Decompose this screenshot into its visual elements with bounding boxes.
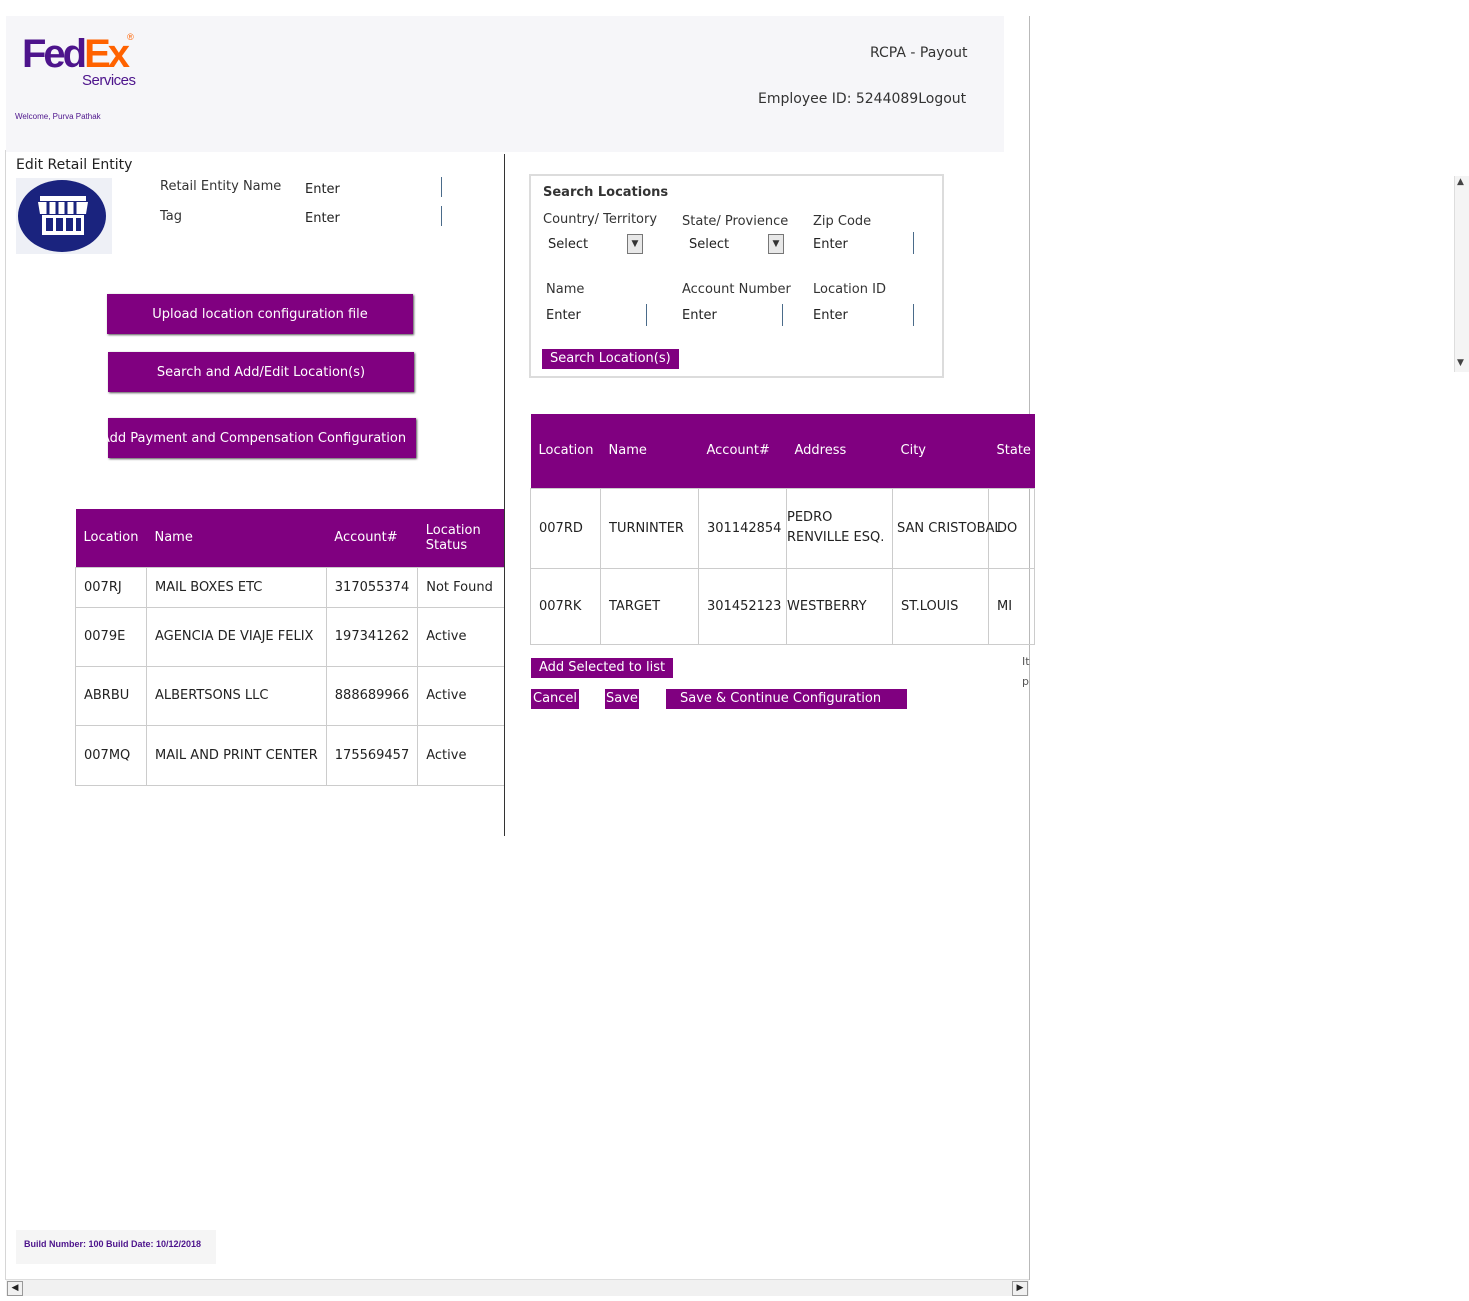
cell-location: 007RD bbox=[531, 488, 601, 568]
cell-name: AGENCIA DE VIAJE FELIX bbox=[146, 607, 326, 666]
cell-name: MAIL AND PRINT CENTER bbox=[146, 725, 326, 785]
cell-account: 317055374 bbox=[326, 567, 417, 607]
window-left-edge bbox=[5, 150, 6, 1280]
zip-input[interactable]: Enter bbox=[813, 237, 848, 252]
clipped-text-line2: p bbox=[1022, 675, 1029, 688]
col-location-status: Location Status bbox=[418, 509, 505, 567]
account-number-label: Account Number bbox=[682, 282, 791, 297]
cell-name: TARGET bbox=[601, 568, 699, 644]
cell-location: ABRBU bbox=[76, 666, 147, 725]
cell-state: DO bbox=[989, 488, 1035, 568]
add-payment-config-button[interactable] bbox=[101, 418, 416, 458]
tag-input-edge bbox=[441, 206, 442, 226]
logo-ex: Ex bbox=[84, 32, 128, 76]
cell-address: PEDRO RENVILLE ESQ. bbox=[787, 488, 893, 568]
clipped-text-line1: It bbox=[1022, 655, 1030, 668]
table-row[interactable] bbox=[76, 567, 505, 607]
search-locations-button[interactable]: Search Location(s) bbox=[542, 349, 679, 369]
table-row[interactable] bbox=[76, 666, 505, 725]
panel-divider bbox=[504, 154, 505, 836]
zip-label: Zip Code bbox=[813, 214, 872, 229]
clipped-side-text bbox=[1022, 652, 1030, 692]
search-add-edit-locations-button[interactable]: Search and Add/Edit Location(s) bbox=[108, 352, 414, 392]
account-number-input[interactable]: Enter bbox=[682, 308, 717, 323]
store-icon bbox=[16, 178, 112, 254]
tag-input[interactable]: Enter bbox=[305, 211, 340, 226]
country-chevron-down-icon[interactable]: ▼ bbox=[627, 234, 643, 254]
cell-status: Active bbox=[418, 725, 505, 785]
name-input[interactable]: Enter bbox=[546, 308, 581, 323]
cell-account: 175569457 bbox=[326, 725, 417, 785]
search-results-table bbox=[530, 414, 1035, 645]
col-account: Account# bbox=[699, 414, 787, 488]
cell-location: 007RK bbox=[531, 568, 601, 644]
results-table-header bbox=[531, 414, 1035, 488]
name-input-edge bbox=[441, 177, 442, 197]
name-input-edge bbox=[646, 304, 647, 326]
save-button[interactable]: Save bbox=[605, 689, 639, 709]
col-name: Name bbox=[146, 509, 326, 567]
cell-name: TURNINTER bbox=[601, 488, 699, 568]
cell-account: 301452123 bbox=[699, 568, 787, 644]
add-selected-button[interactable]: Add Selected to list bbox=[531, 658, 673, 678]
page-header bbox=[6, 16, 1004, 152]
cell-name: ALBERTSONS LLC bbox=[146, 666, 326, 725]
employee-id: Employee ID: 5244089 bbox=[758, 91, 919, 107]
cell-account: 197341262 bbox=[326, 607, 417, 666]
location-id-label: Location ID bbox=[813, 282, 886, 297]
page-title: Edit Retail Entity bbox=[16, 157, 133, 173]
horizontal-scrollbar[interactable] bbox=[6, 1279, 1029, 1296]
cell-location: 007MQ bbox=[76, 725, 147, 785]
cell-status: Active bbox=[418, 666, 505, 725]
locations-table bbox=[75, 509, 505, 786]
window-right-edge bbox=[1029, 16, 1030, 1280]
table-row[interactable] bbox=[76, 725, 505, 785]
search-panel-scrollbar[interactable] bbox=[1454, 176, 1469, 372]
col-state: State bbox=[989, 414, 1035, 488]
location-id-input[interactable]: Enter bbox=[813, 308, 848, 323]
cell-status: Active bbox=[418, 607, 505, 666]
cell-city: SAN CRISTOBAL bbox=[893, 488, 989, 568]
zip-input-edge bbox=[913, 232, 914, 254]
col-location: Location bbox=[76, 509, 147, 567]
welcome-text: Welcome, Purva Pathak bbox=[15, 112, 101, 121]
logo-fed: Fed bbox=[22, 32, 85, 76]
tag-label: Tag bbox=[160, 209, 183, 224]
scroll-up-icon[interactable]: ▲ bbox=[1457, 177, 1464, 187]
col-address: Address bbox=[787, 414, 893, 488]
col-account: Account# bbox=[326, 509, 417, 567]
col-city: City bbox=[893, 414, 989, 488]
state-select[interactable]: Select bbox=[689, 237, 730, 252]
cell-city: ST.LOUIS bbox=[893, 568, 989, 644]
country-label: Country/ Territory bbox=[543, 212, 658, 227]
scroll-left-icon[interactable]: ◀ bbox=[7, 1281, 23, 1296]
search-locations-title: Search Locations bbox=[543, 185, 669, 200]
locations-table-header bbox=[76, 509, 505, 567]
name-label: Name bbox=[546, 282, 585, 297]
country-select[interactable]: Select bbox=[548, 237, 589, 252]
save-continue-button[interactable]: Save & Continue Configuration bbox=[666, 689, 907, 709]
state-chevron-down-icon[interactable]: ▼ bbox=[768, 234, 784, 254]
fedex-services-logo bbox=[22, 32, 136, 89]
cell-status: Not Found bbox=[418, 567, 505, 607]
cell-address: WESTBERRY bbox=[787, 568, 893, 644]
cell-state: MI bbox=[989, 568, 1035, 644]
scroll-right-icon[interactable]: ▶ bbox=[1012, 1281, 1028, 1296]
logo-services: Services bbox=[82, 72, 136, 89]
retail-entity-name-label: Retail Entity Name bbox=[160, 179, 282, 194]
upload-config-button[interactable]: Upload location configuration file bbox=[107, 294, 413, 334]
logo-registered: ® bbox=[127, 32, 134, 42]
table-row[interactable] bbox=[76, 607, 505, 666]
col-name: Name bbox=[601, 414, 699, 488]
search-locations-panel bbox=[529, 174, 1464, 378]
cancel-button[interactable]: Cancel bbox=[531, 689, 579, 709]
table-row[interactable] bbox=[531, 488, 1035, 568]
retail-entity-name-input[interactable]: Enter bbox=[305, 182, 340, 197]
build-info: Build Number: 100 Build Date: 10/12/2018 bbox=[16, 1230, 216, 1264]
app-title: RCPA - Payout bbox=[870, 45, 968, 61]
cell-account: 301142854 bbox=[699, 488, 787, 568]
cell-account: 888689966 bbox=[326, 666, 417, 725]
employee-info bbox=[758, 91, 966, 107]
location-id-input-edge bbox=[913, 304, 914, 326]
scroll-down-icon[interactable]: ▼ bbox=[1457, 358, 1464, 368]
state-label: State/ Provience bbox=[682, 214, 789, 229]
cell-name: MAIL BOXES ETC bbox=[146, 567, 326, 607]
account-input-edge bbox=[782, 304, 783, 326]
cell-location: 0079E bbox=[76, 607, 147, 666]
table-row[interactable] bbox=[531, 568, 1035, 644]
add-payment-config-label: Add Payment and Compensation Configuration bbox=[101, 430, 407, 446]
col-location: Location bbox=[531, 414, 601, 488]
logout-link[interactable]: Logout bbox=[918, 91, 967, 107]
cell-location: 007RJ bbox=[76, 567, 147, 607]
